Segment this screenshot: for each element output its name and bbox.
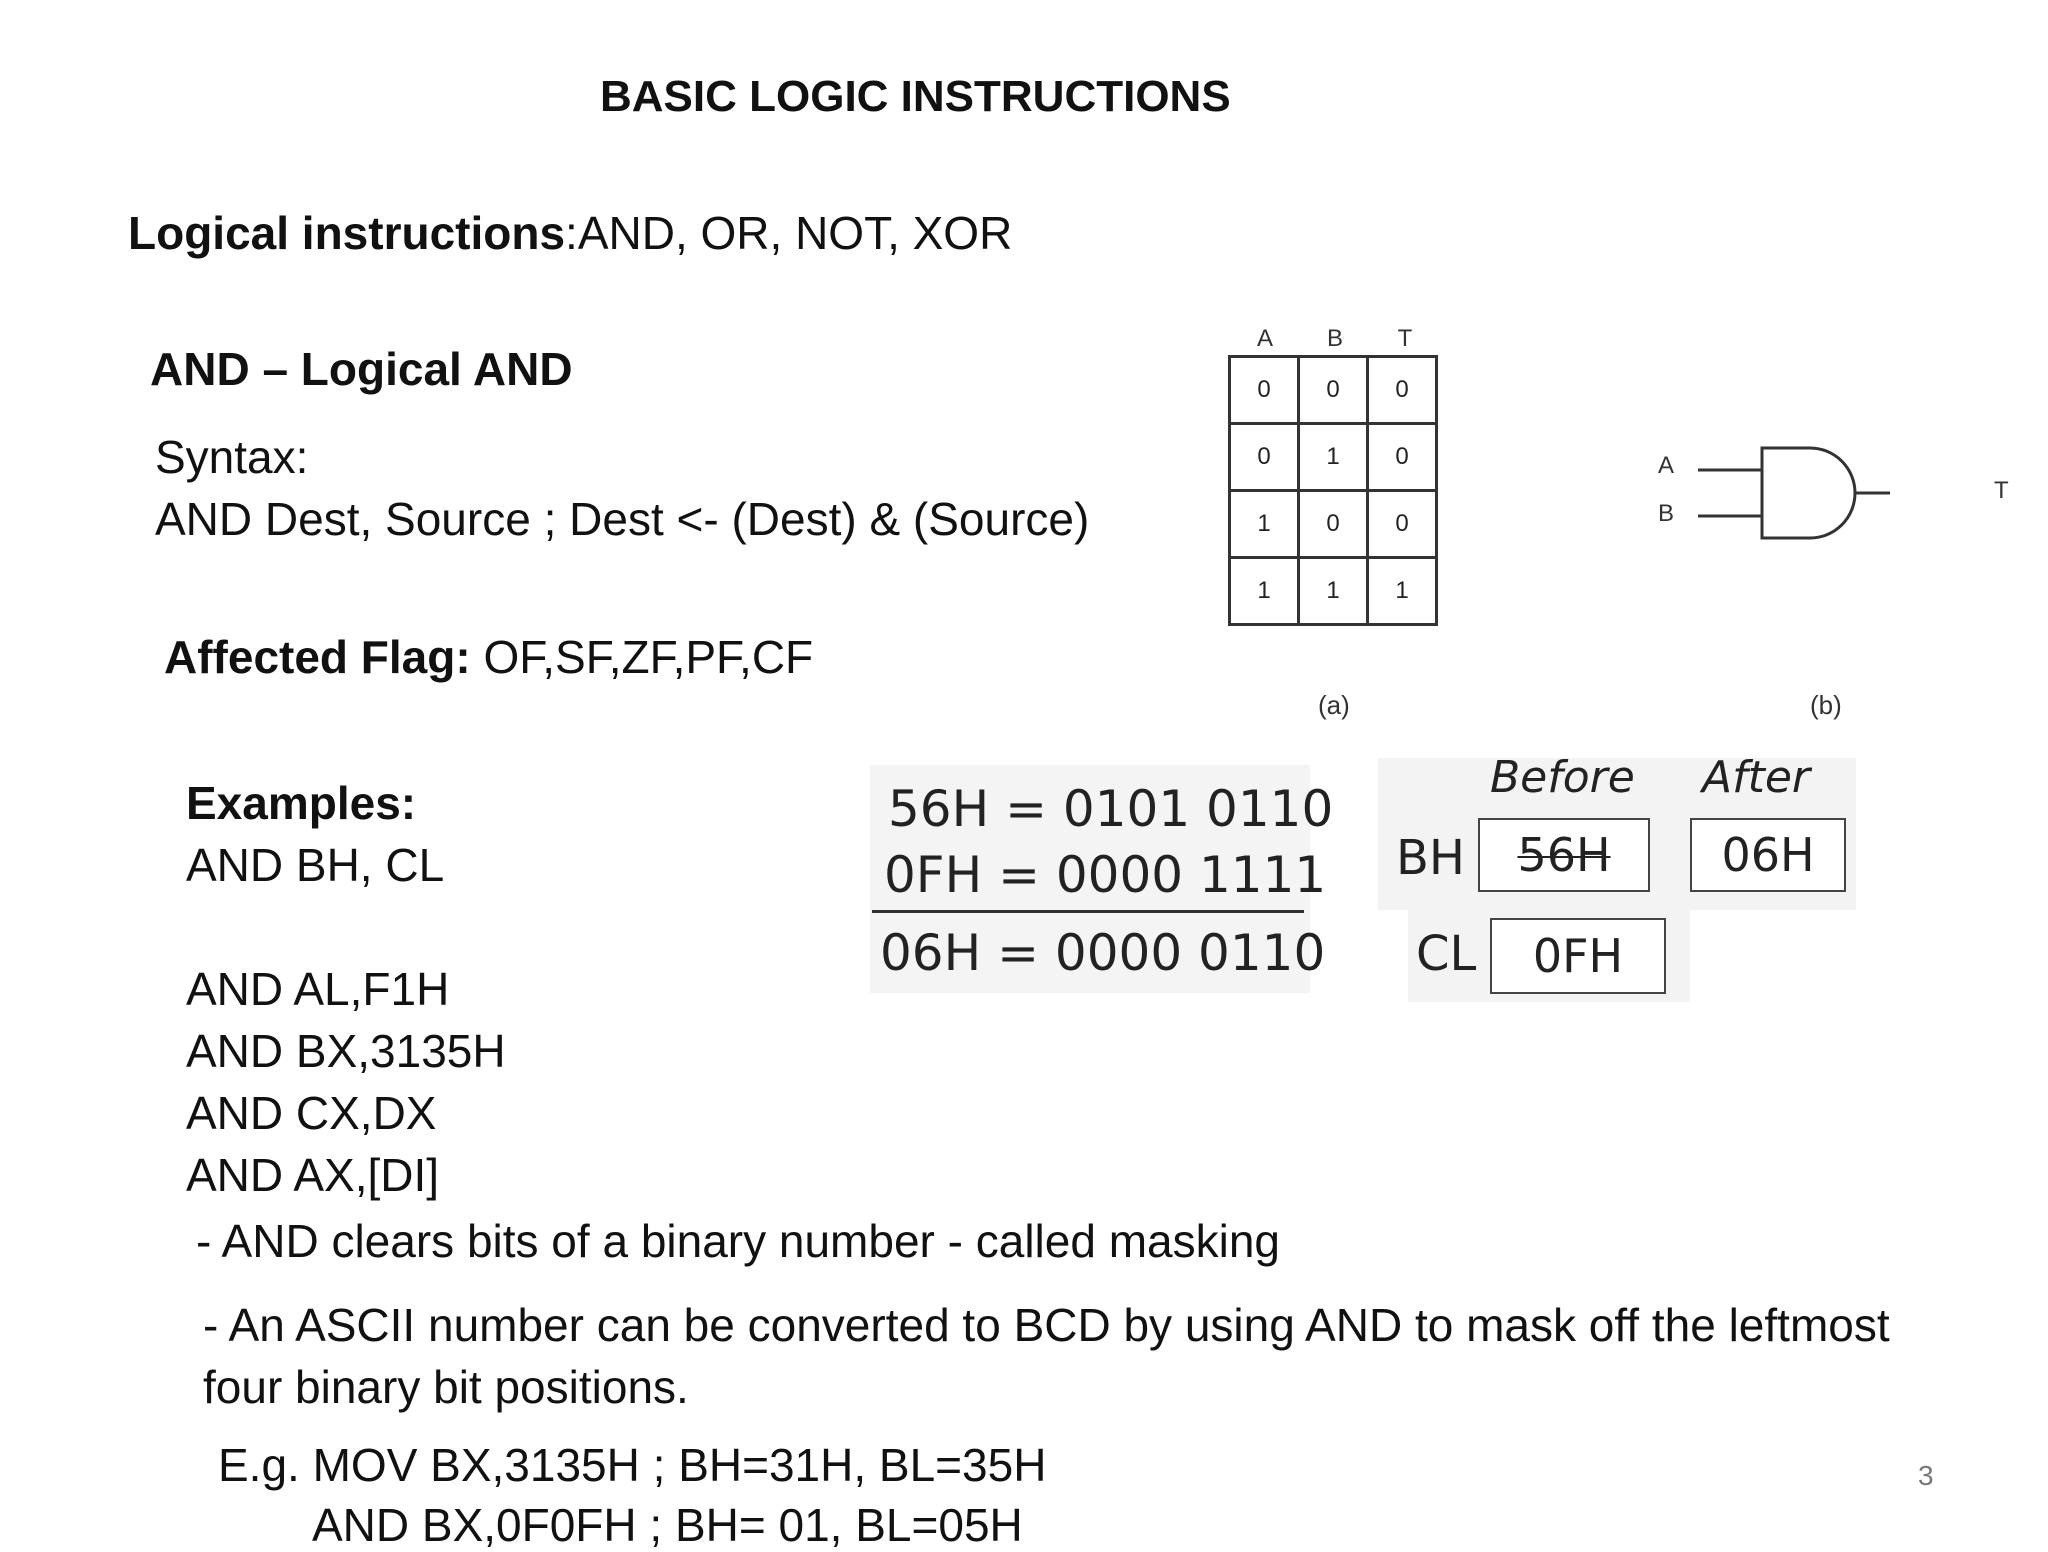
- table-row: [1230, 357, 1437, 424]
- examples-label: Examples:: [186, 777, 417, 829]
- example-item: AND AX,[DI]: [186, 1149, 440, 1201]
- table-cell: 1: [1230, 558, 1299, 625]
- cl-value: 0FH: [1532, 929, 1624, 983]
- and-heading: AND – Logical AND: [150, 343, 573, 395]
- table-cell: 0: [1299, 357, 1368, 424]
- table-cell: 1: [1230, 491, 1299, 558]
- table-cell: 0: [1368, 357, 1437, 424]
- table-cell: 1: [1299, 424, 1368, 491]
- truth-table-header-t: T: [1397, 325, 1413, 352]
- logical-instructions-value: :AND, OR, NOT, XOR: [565, 207, 1013, 259]
- cl-register-label: CL: [1416, 926, 1477, 982]
- affected-flags-line: [164, 630, 813, 684]
- calc-line-1: 56H = 0101 0110: [888, 780, 1334, 838]
- table-row: [1230, 424, 1437, 491]
- calc-line-2: 0FH = 0000 1111: [884, 846, 1327, 904]
- truth-table-caption: (a): [1318, 690, 1350, 720]
- logical-instructions-label: Logical instructions: [128, 207, 566, 259]
- syntax-label: Syntax:: [155, 431, 309, 483]
- example-item: AND BH, CL: [186, 839, 445, 891]
- example-mov-line: E.g. MOV BX,3135H ; BH=31H, BL=35H: [218, 1439, 1047, 1491]
- table-cell: 0: [1368, 424, 1437, 491]
- truth-table-header-a: A: [1256, 325, 1273, 352]
- ascii-note-line-1: - An ASCII number can be converted to BCD by using AND to mask off the leftmost: [203, 1299, 1890, 1351]
- table-row: [1230, 558, 1437, 625]
- calc-divider: [872, 910, 1304, 913]
- affected-flags-value: OF,SF,ZF,PF,CF: [470, 631, 814, 683]
- gate-output-label: T: [1994, 477, 2009, 504]
- table-cell: 1: [1299, 558, 1368, 625]
- page-title: BASIC LOGIC INSTRUCTIONS: [600, 72, 1231, 121]
- table-cell: 0: [1230, 357, 1299, 424]
- bh-after-value: 06H: [1721, 828, 1815, 882]
- table-cell: 0: [1299, 491, 1368, 558]
- cl-value-box: [1490, 918, 1666, 994]
- example-and-line: AND BX,0F0FH ; BH= 01, BL=05H: [312, 1499, 1023, 1551]
- bh-register-label: BH: [1396, 830, 1466, 886]
- table-cell: 0: [1368, 491, 1437, 558]
- and-gate-icon: [1690, 430, 1890, 550]
- bh-after-box: [1690, 818, 1846, 892]
- gate-input-b-label: B: [1658, 500, 1675, 527]
- truth-table: [1228, 355, 1438, 626]
- affected-flags-label: Affected Flag:: [164, 631, 471, 683]
- example-item: AND BX,3135H: [186, 1025, 506, 1077]
- gate-input-a-label: A: [1658, 452, 1675, 479]
- logical-instructions-line: [128, 206, 1012, 260]
- bh-before-box: [1478, 818, 1650, 892]
- truth-table-header-b: B: [1326, 325, 1343, 352]
- page-number: 3: [1918, 1460, 1934, 1491]
- calc-result: 06H = 0000 0110: [880, 924, 1326, 982]
- after-label: After: [1702, 752, 1811, 803]
- example-item: AND CX,DX: [186, 1087, 437, 1139]
- bh-before-value: 56H: [1517, 828, 1611, 882]
- syntax-line: AND Dest, Source ; Dest <- (Dest) & (Source): [155, 493, 1090, 545]
- example-item: AND AL,F1H: [186, 963, 450, 1015]
- gate-caption: (b): [1810, 690, 1842, 720]
- ascii-note-line-2: four binary bit positions.: [203, 1361, 689, 1413]
- table-cell: 0: [1230, 424, 1299, 491]
- masking-note: - AND clears bits of a binary number - called masking: [196, 1215, 1280, 1267]
- table-row: [1230, 491, 1437, 558]
- table-cell: 1: [1368, 558, 1437, 625]
- before-label: Before: [1490, 752, 1635, 803]
